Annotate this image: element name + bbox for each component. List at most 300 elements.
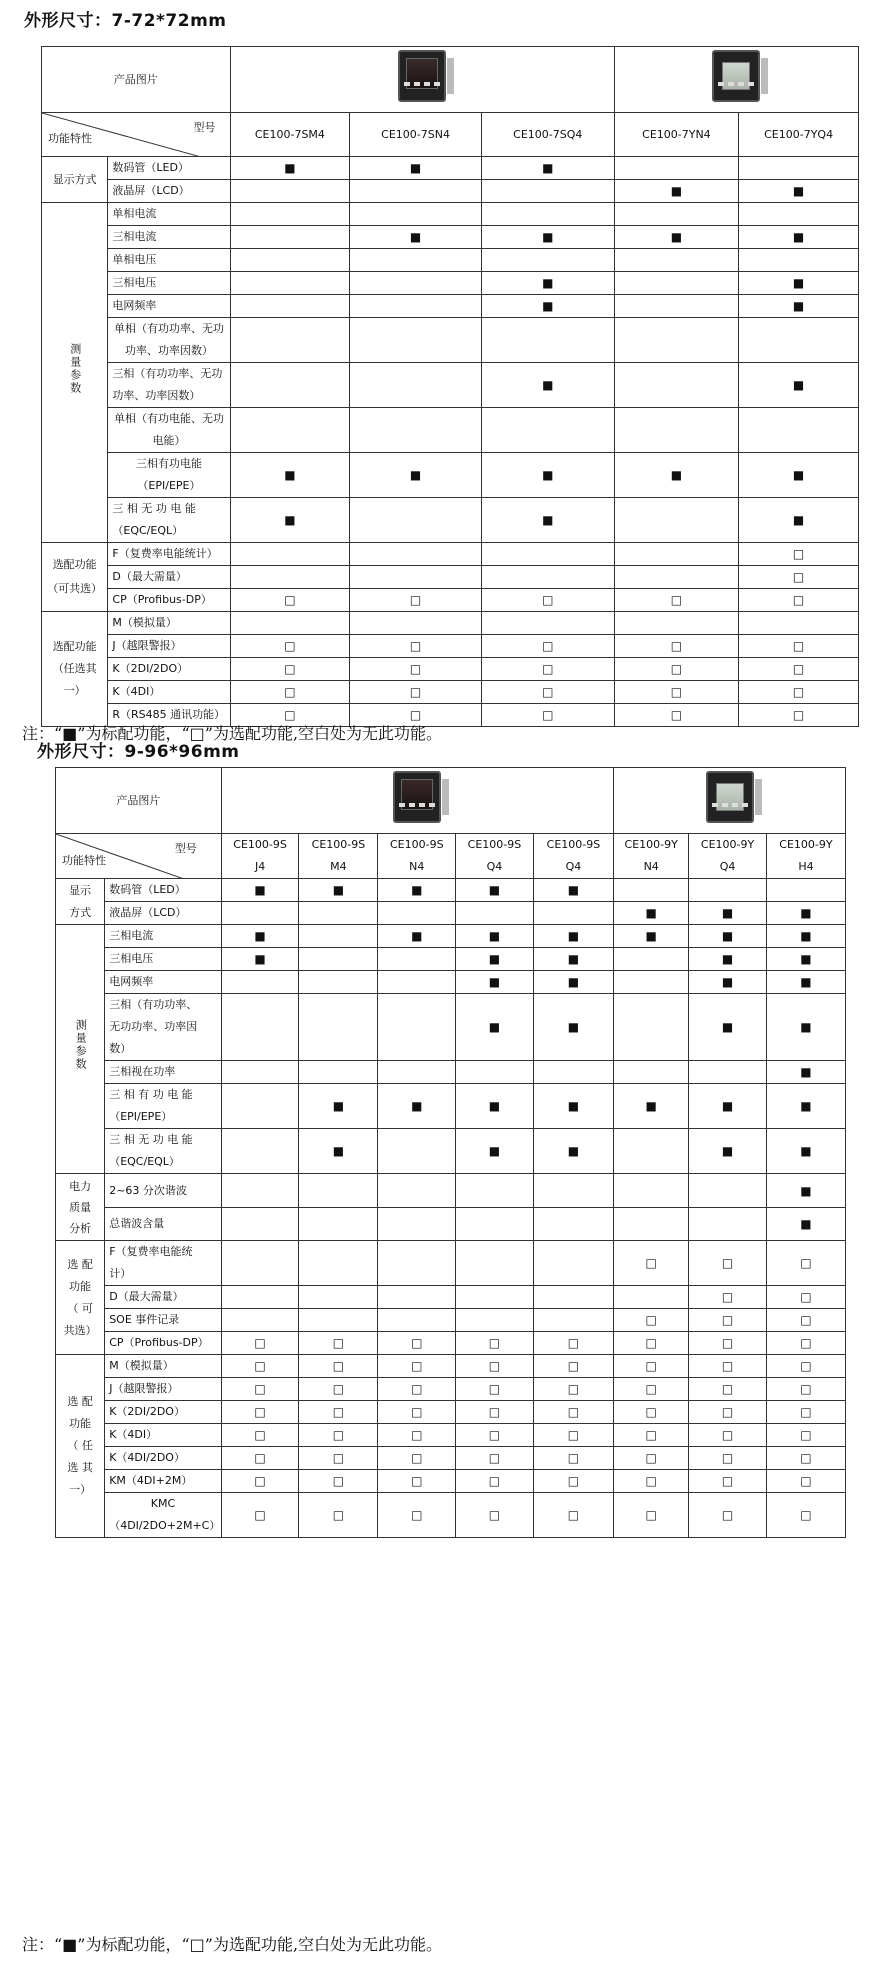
- feature-mark: [456, 1208, 534, 1241]
- feature-mark: [614, 1129, 689, 1174]
- feature-mark: □: [378, 1470, 456, 1493]
- feature-mark: □: [766, 1286, 845, 1309]
- feature-mark: [299, 1061, 378, 1084]
- table-row: [56, 994, 846, 1061]
- table-row: [56, 1129, 846, 1174]
- feature-mark: □: [614, 1493, 689, 1538]
- feature-mark: [533, 1286, 613, 1309]
- feature-mark: □: [614, 1309, 689, 1332]
- feature-mark: □: [230, 589, 350, 612]
- feature-mark: [299, 1309, 378, 1332]
- feature-mark: [221, 1174, 299, 1208]
- feature-mark: □: [766, 1470, 845, 1493]
- photo-label: 产品图片: [42, 47, 231, 113]
- feature-mark: ■: [614, 226, 739, 249]
- feature-mark: [299, 1241, 378, 1286]
- feature-mark: □: [221, 1493, 299, 1538]
- feature-mark: [614, 408, 739, 453]
- table-row: [56, 1355, 846, 1378]
- spec-table-72: [41, 46, 859, 727]
- table-row: [56, 925, 846, 948]
- feature-mark: □: [614, 681, 739, 704]
- feature-mark: [230, 363, 350, 408]
- feature-label: K（2DI/2DO）: [108, 658, 230, 681]
- feature-label: 电网频率: [108, 295, 230, 318]
- feature-mark: ■: [350, 453, 482, 498]
- feature-mark: ■: [481, 295, 614, 318]
- lcd-meter-image: [712, 50, 760, 102]
- feature-mark: ■: [766, 902, 845, 925]
- feature-mark: [350, 295, 482, 318]
- feature-mark: ■: [456, 971, 534, 994]
- table-row: [56, 1332, 846, 1355]
- feature-label: 三相（有功功率、无功 功率、功率因数）: [108, 363, 230, 408]
- feature-mark: □: [533, 1447, 613, 1470]
- table-row: [42, 566, 859, 589]
- feature-mark: ■: [378, 925, 456, 948]
- feature-mark: [350, 543, 482, 566]
- feature-mark: □: [614, 1332, 689, 1355]
- feature-mark: ■: [378, 1084, 456, 1129]
- feature-mark: [230, 272, 350, 295]
- feature-mark: [221, 1241, 299, 1286]
- feature-mark: ■: [350, 157, 482, 180]
- feature-label: KMC （4DI/2DO+2M+C）: [105, 1493, 222, 1538]
- feature-mark: [614, 948, 689, 971]
- feature-mark: [378, 948, 456, 971]
- feature-mark: ■: [299, 1084, 378, 1129]
- feature-mark: [221, 1129, 299, 1174]
- feature-mark: [221, 1061, 299, 1084]
- table-row: [56, 1084, 846, 1129]
- feature-mark: □: [221, 1378, 299, 1401]
- group-label: 测量参数: [42, 203, 108, 543]
- feature-mark: [614, 612, 739, 635]
- feature-mark: [739, 249, 859, 272]
- model-header: CE100-9S Q4: [533, 834, 613, 879]
- feature-label: J（越限警报）: [105, 1378, 222, 1401]
- feature-mark: □: [614, 658, 739, 681]
- feature-mark: □: [766, 1447, 845, 1470]
- feature-mark: [766, 879, 845, 902]
- photo-label: 产品图片: [56, 768, 222, 834]
- table1-note: 注：“■”为标配功能，“□”为选配功能,空白处为无此功能。: [22, 724, 443, 743]
- feature-mark: □: [378, 1378, 456, 1401]
- feature-mark: □: [614, 1401, 689, 1424]
- feature-mark: □: [689, 1241, 767, 1286]
- feature-mark: □: [766, 1378, 845, 1401]
- feature-mark: ■: [689, 925, 767, 948]
- feature-mark: [350, 272, 482, 295]
- feature-mark: [614, 157, 739, 180]
- feature-mark: □: [533, 1493, 613, 1538]
- feature-mark: ■: [739, 180, 859, 203]
- feature-mark: [481, 543, 614, 566]
- feature-mark: ■: [378, 879, 456, 902]
- model-header: CE100-9S Q4: [456, 834, 534, 879]
- feature-label: 三 相 有 功 电 能 （EPI/EPE）: [105, 1084, 222, 1129]
- feature-mark: □: [614, 589, 739, 612]
- feature-mark: ■: [533, 879, 613, 902]
- feature-mark: [614, 203, 739, 226]
- feature-mark: □: [378, 1355, 456, 1378]
- feature-mark: [299, 902, 378, 925]
- feature-mark: [299, 1286, 378, 1309]
- feature-label: D（最大需量）: [108, 566, 230, 589]
- feature-label: 单相电流: [108, 203, 230, 226]
- feature-mark: [378, 1208, 456, 1241]
- feature-mark: [221, 1286, 299, 1309]
- feature-mark: □: [299, 1378, 378, 1401]
- feature-mark: □: [221, 1401, 299, 1424]
- feature-label: 三相电流: [108, 226, 230, 249]
- feature-mark: ■: [689, 1129, 767, 1174]
- table-row: [56, 1378, 846, 1401]
- table-row: [56, 1424, 846, 1447]
- feature-mark: [350, 612, 482, 635]
- feature-mark: [739, 612, 859, 635]
- feature-mark: □: [766, 1332, 845, 1355]
- feature-mark: [350, 566, 482, 589]
- feature-label: CP（Profibus-DP）: [108, 589, 230, 612]
- feature-mark: [456, 1061, 534, 1084]
- feature-mark: □: [766, 1493, 845, 1538]
- feature-mark: [739, 157, 859, 180]
- model-header: CE100-9S J4: [221, 834, 299, 879]
- feature-mark: [739, 318, 859, 363]
- table-row: [56, 902, 846, 925]
- feature-mark: [533, 902, 613, 925]
- feature-mark: [230, 295, 350, 318]
- feature-mark: [689, 1174, 767, 1208]
- feature-mark: [230, 566, 350, 589]
- feature-label: 三相电压: [105, 948, 222, 971]
- feature-mark: ■: [689, 1084, 767, 1129]
- feature-mark: [614, 566, 739, 589]
- feature-mark: □: [481, 704, 614, 727]
- feature-mark: [299, 1174, 378, 1208]
- feature-label: 数码管（LED）: [105, 879, 222, 902]
- feature-mark: □: [533, 1470, 613, 1493]
- product-photo-led: [221, 768, 613, 834]
- feature-mark: □: [739, 704, 859, 727]
- feature-mark: ■: [614, 180, 739, 203]
- feature-mark: ■: [456, 994, 534, 1061]
- feature-label: 2~63 分次谐波: [105, 1174, 222, 1208]
- feature-mark: ■: [614, 902, 689, 925]
- feature-mark: □: [766, 1355, 845, 1378]
- feature-label: 三相电流: [105, 925, 222, 948]
- feature-mark: ■: [533, 1129, 613, 1174]
- feature-label: 电网频率: [105, 971, 222, 994]
- group-label: 测量参数: [56, 925, 105, 1174]
- feature-mark: ■: [221, 925, 299, 948]
- group-label: 选 配 功能 （ 可 共选）: [56, 1241, 105, 1355]
- feature-mark: ■: [533, 971, 613, 994]
- feature-mark: ■: [481, 157, 614, 180]
- feature-mark: □: [739, 543, 859, 566]
- table-row: [42, 658, 859, 681]
- feature-mark: ■: [766, 1174, 845, 1208]
- feature-label: 单相电压: [108, 249, 230, 272]
- table-row: [42, 203, 859, 226]
- feature-mark: □: [739, 589, 859, 612]
- feature-mark: □: [533, 1378, 613, 1401]
- feature-mark: □: [299, 1470, 378, 1493]
- feature-mark: □: [614, 1470, 689, 1493]
- table-row: [42, 681, 859, 704]
- table-row: [56, 1447, 846, 1470]
- feature-label: 功能特性: [62, 854, 106, 867]
- feature-mark: [614, 498, 739, 543]
- header-diagonal-cell: [56, 834, 222, 879]
- table-row: [42, 453, 859, 498]
- feature-mark: ■: [689, 902, 767, 925]
- feature-mark: □: [689, 1493, 767, 1538]
- feature-mark: [221, 1084, 299, 1129]
- feature-mark: [378, 971, 456, 994]
- feature-mark: □: [614, 1241, 689, 1286]
- feature-mark: [456, 1174, 534, 1208]
- feature-mark: [350, 408, 482, 453]
- feature-mark: ■: [533, 1084, 613, 1129]
- feature-mark: □: [739, 566, 859, 589]
- table-row: [56, 1286, 846, 1309]
- feature-mark: [614, 1174, 689, 1208]
- feature-mark: ■: [456, 879, 534, 902]
- feature-label: 三相视在功率: [105, 1061, 222, 1084]
- feature-label: M（模拟量）: [108, 612, 230, 635]
- feature-mark: □: [766, 1401, 845, 1424]
- feature-mark: [614, 363, 739, 408]
- feature-mark: □: [614, 1378, 689, 1401]
- feature-mark: □: [230, 658, 350, 681]
- feature-mark: [230, 543, 350, 566]
- feature-mark: [456, 1309, 534, 1332]
- feature-mark: □: [299, 1401, 378, 1424]
- feature-mark: [230, 180, 350, 203]
- group-label: 选配功能 （任选其 一）: [42, 612, 108, 727]
- table-row: [42, 408, 859, 453]
- feature-mark: □: [299, 1332, 378, 1355]
- feature-mark: [614, 1061, 689, 1084]
- group-label: 选 配 功能 （ 任 选 其 一）: [56, 1355, 105, 1538]
- feature-mark: ■: [739, 363, 859, 408]
- feature-mark: [350, 363, 482, 408]
- feature-mark: [221, 971, 299, 994]
- feature-mark: [378, 1061, 456, 1084]
- feature-mark: ■: [689, 971, 767, 994]
- feature-mark: □: [533, 1332, 613, 1355]
- feature-mark: ■: [299, 1129, 378, 1174]
- feature-mark: ■: [481, 363, 614, 408]
- feature-mark: ■: [230, 453, 350, 498]
- feature-mark: [739, 203, 859, 226]
- feature-label: K（2DI/2DO）: [105, 1401, 222, 1424]
- feature-mark: □: [378, 1401, 456, 1424]
- feature-label: 液晶屏（LCD）: [108, 180, 230, 203]
- feature-mark: □: [739, 681, 859, 704]
- feature-mark: [378, 994, 456, 1061]
- feature-mark: □: [378, 1424, 456, 1447]
- product-photo-lcd: [614, 768, 846, 834]
- feature-mark: ■: [766, 925, 845, 948]
- feature-mark: □: [299, 1424, 378, 1447]
- feature-mark: □: [221, 1470, 299, 1493]
- feature-mark: [481, 566, 614, 589]
- feature-mark: ■: [230, 157, 350, 180]
- feature-mark: ■: [766, 971, 845, 994]
- feature-label: 数码管（LED）: [108, 157, 230, 180]
- feature-label: R（RS485 通讯功能）: [108, 704, 230, 727]
- feature-mark: [456, 1241, 534, 1286]
- header-diagonal-cell: [42, 113, 231, 157]
- group-label: 选配功能 （可共选）: [42, 543, 108, 612]
- feature-mark: □: [456, 1332, 534, 1355]
- table-row: [42, 272, 859, 295]
- table-row: [56, 1401, 846, 1424]
- feature-mark: □: [456, 1378, 534, 1401]
- table-row: [42, 589, 859, 612]
- feature-mark: ■: [350, 226, 482, 249]
- feature-mark: □: [350, 681, 482, 704]
- feature-mark: □: [689, 1355, 767, 1378]
- feature-mark: [350, 249, 482, 272]
- table2-note: 注：“■”为标配功能，“□”为选配功能,空白处为无此功能。: [22, 1935, 443, 1954]
- feature-mark: □: [689, 1447, 767, 1470]
- table-row: [56, 1309, 846, 1332]
- feature-mark: ■: [614, 925, 689, 948]
- feature-label: SOE 事件记录: [105, 1309, 222, 1332]
- led-meter-image: [398, 50, 446, 102]
- feature-label: 单相（有功功率、无功 功率、功率因数）: [108, 318, 230, 363]
- table-row: [56, 1241, 846, 1286]
- feature-mark: ■: [221, 948, 299, 971]
- model-header: CE100-7SM4: [230, 113, 350, 157]
- feature-mark: □: [614, 1447, 689, 1470]
- feature-mark: □: [350, 635, 482, 658]
- feature-mark: [299, 948, 378, 971]
- feature-mark: [614, 249, 739, 272]
- feature-mark: [614, 879, 689, 902]
- table-row: [42, 498, 859, 543]
- feature-mark: □: [350, 658, 482, 681]
- feature-mark: □: [614, 635, 739, 658]
- model-header: CE100-7YQ4: [739, 113, 859, 157]
- feature-mark: ■: [739, 453, 859, 498]
- feature-mark: [533, 1174, 613, 1208]
- feature-mark: [614, 1208, 689, 1241]
- feature-label: K（4DI/2DO）: [105, 1447, 222, 1470]
- table-row: [56, 1208, 846, 1241]
- feature-mark: □: [481, 681, 614, 704]
- feature-mark: [456, 1286, 534, 1309]
- feature-mark: [378, 1241, 456, 1286]
- feature-label: K（4DI）: [105, 1424, 222, 1447]
- feature-mark: □: [533, 1401, 613, 1424]
- group-label: 显示方式: [42, 157, 108, 203]
- feature-mark: [378, 902, 456, 925]
- table-row: [42, 612, 859, 635]
- feature-mark: ■: [766, 1129, 845, 1174]
- feature-mark: ■: [614, 1084, 689, 1129]
- model-header: CE100-7SQ4: [481, 113, 614, 157]
- feature-mark: [350, 203, 482, 226]
- feature-mark: □: [689, 1424, 767, 1447]
- feature-mark: ■: [689, 994, 767, 1061]
- feature-mark: [299, 925, 378, 948]
- feature-mark: □: [533, 1424, 613, 1447]
- feature-mark: □: [456, 1493, 534, 1538]
- feature-label: 总谐波含量: [105, 1208, 222, 1241]
- feature-mark: ■: [230, 498, 350, 543]
- feature-mark: ■: [766, 1208, 845, 1241]
- feature-mark: [614, 272, 739, 295]
- feature-mark: □: [230, 635, 350, 658]
- feature-mark: ■: [739, 272, 859, 295]
- feature-mark: [481, 249, 614, 272]
- feature-label: KM（4DI+2M）: [105, 1470, 222, 1493]
- feature-mark: □: [689, 1286, 767, 1309]
- feature-mark: [299, 1208, 378, 1241]
- feature-mark: □: [614, 1355, 689, 1378]
- feature-mark: [739, 408, 859, 453]
- feature-mark: □: [739, 658, 859, 681]
- feature-mark: [614, 318, 739, 363]
- feature-label: F（复费率电能统 计）: [105, 1241, 222, 1286]
- feature-mark: □: [221, 1424, 299, 1447]
- feature-mark: [689, 879, 767, 902]
- feature-label: CP（Profibus-DP）: [105, 1332, 222, 1355]
- table-row: [56, 971, 846, 994]
- feature-mark: [481, 318, 614, 363]
- feature-mark: ■: [766, 1084, 845, 1129]
- feature-mark: □: [481, 635, 614, 658]
- feature-mark: [221, 1309, 299, 1332]
- feature-mark: ■: [456, 925, 534, 948]
- feature-label: 三相（有功功率、 无功功率、功率因 数）: [105, 994, 222, 1061]
- feature-mark: ■: [299, 879, 378, 902]
- model-header: CE100-9Y H4: [766, 834, 845, 879]
- feature-mark: [533, 1061, 613, 1084]
- feature-mark: □: [378, 1447, 456, 1470]
- feature-label: 三 相 无 功 电 能 （EQC/EQL）: [108, 498, 230, 543]
- feature-mark: [221, 902, 299, 925]
- feature-label: 单相（有功电能、无功 电能）: [108, 408, 230, 453]
- feature-mark: ■: [766, 948, 845, 971]
- feature-mark: □: [481, 658, 614, 681]
- feature-mark: □: [689, 1401, 767, 1424]
- model-label: 型号: [174, 842, 197, 855]
- feature-label: F（复费率电能统计）: [108, 543, 230, 566]
- table-row: [42, 295, 859, 318]
- feature-mark: [533, 1208, 613, 1241]
- feature-mark: ■: [456, 948, 534, 971]
- feature-mark: □: [456, 1401, 534, 1424]
- feature-mark: [614, 295, 739, 318]
- model-header: CE100-7YN4: [614, 113, 739, 157]
- feature-mark: □: [230, 704, 350, 727]
- feature-mark: [350, 180, 482, 203]
- feature-mark: [614, 971, 689, 994]
- table-row: [42, 157, 859, 180]
- feature-mark: [533, 1241, 613, 1286]
- table2-title: 外形尺寸：9-96*96mm: [37, 742, 240, 762]
- feature-label: J（越限警报）: [108, 635, 230, 658]
- feature-mark: □: [481, 589, 614, 612]
- feature-mark: □: [533, 1355, 613, 1378]
- model-header: CE100-9Y N4: [614, 834, 689, 879]
